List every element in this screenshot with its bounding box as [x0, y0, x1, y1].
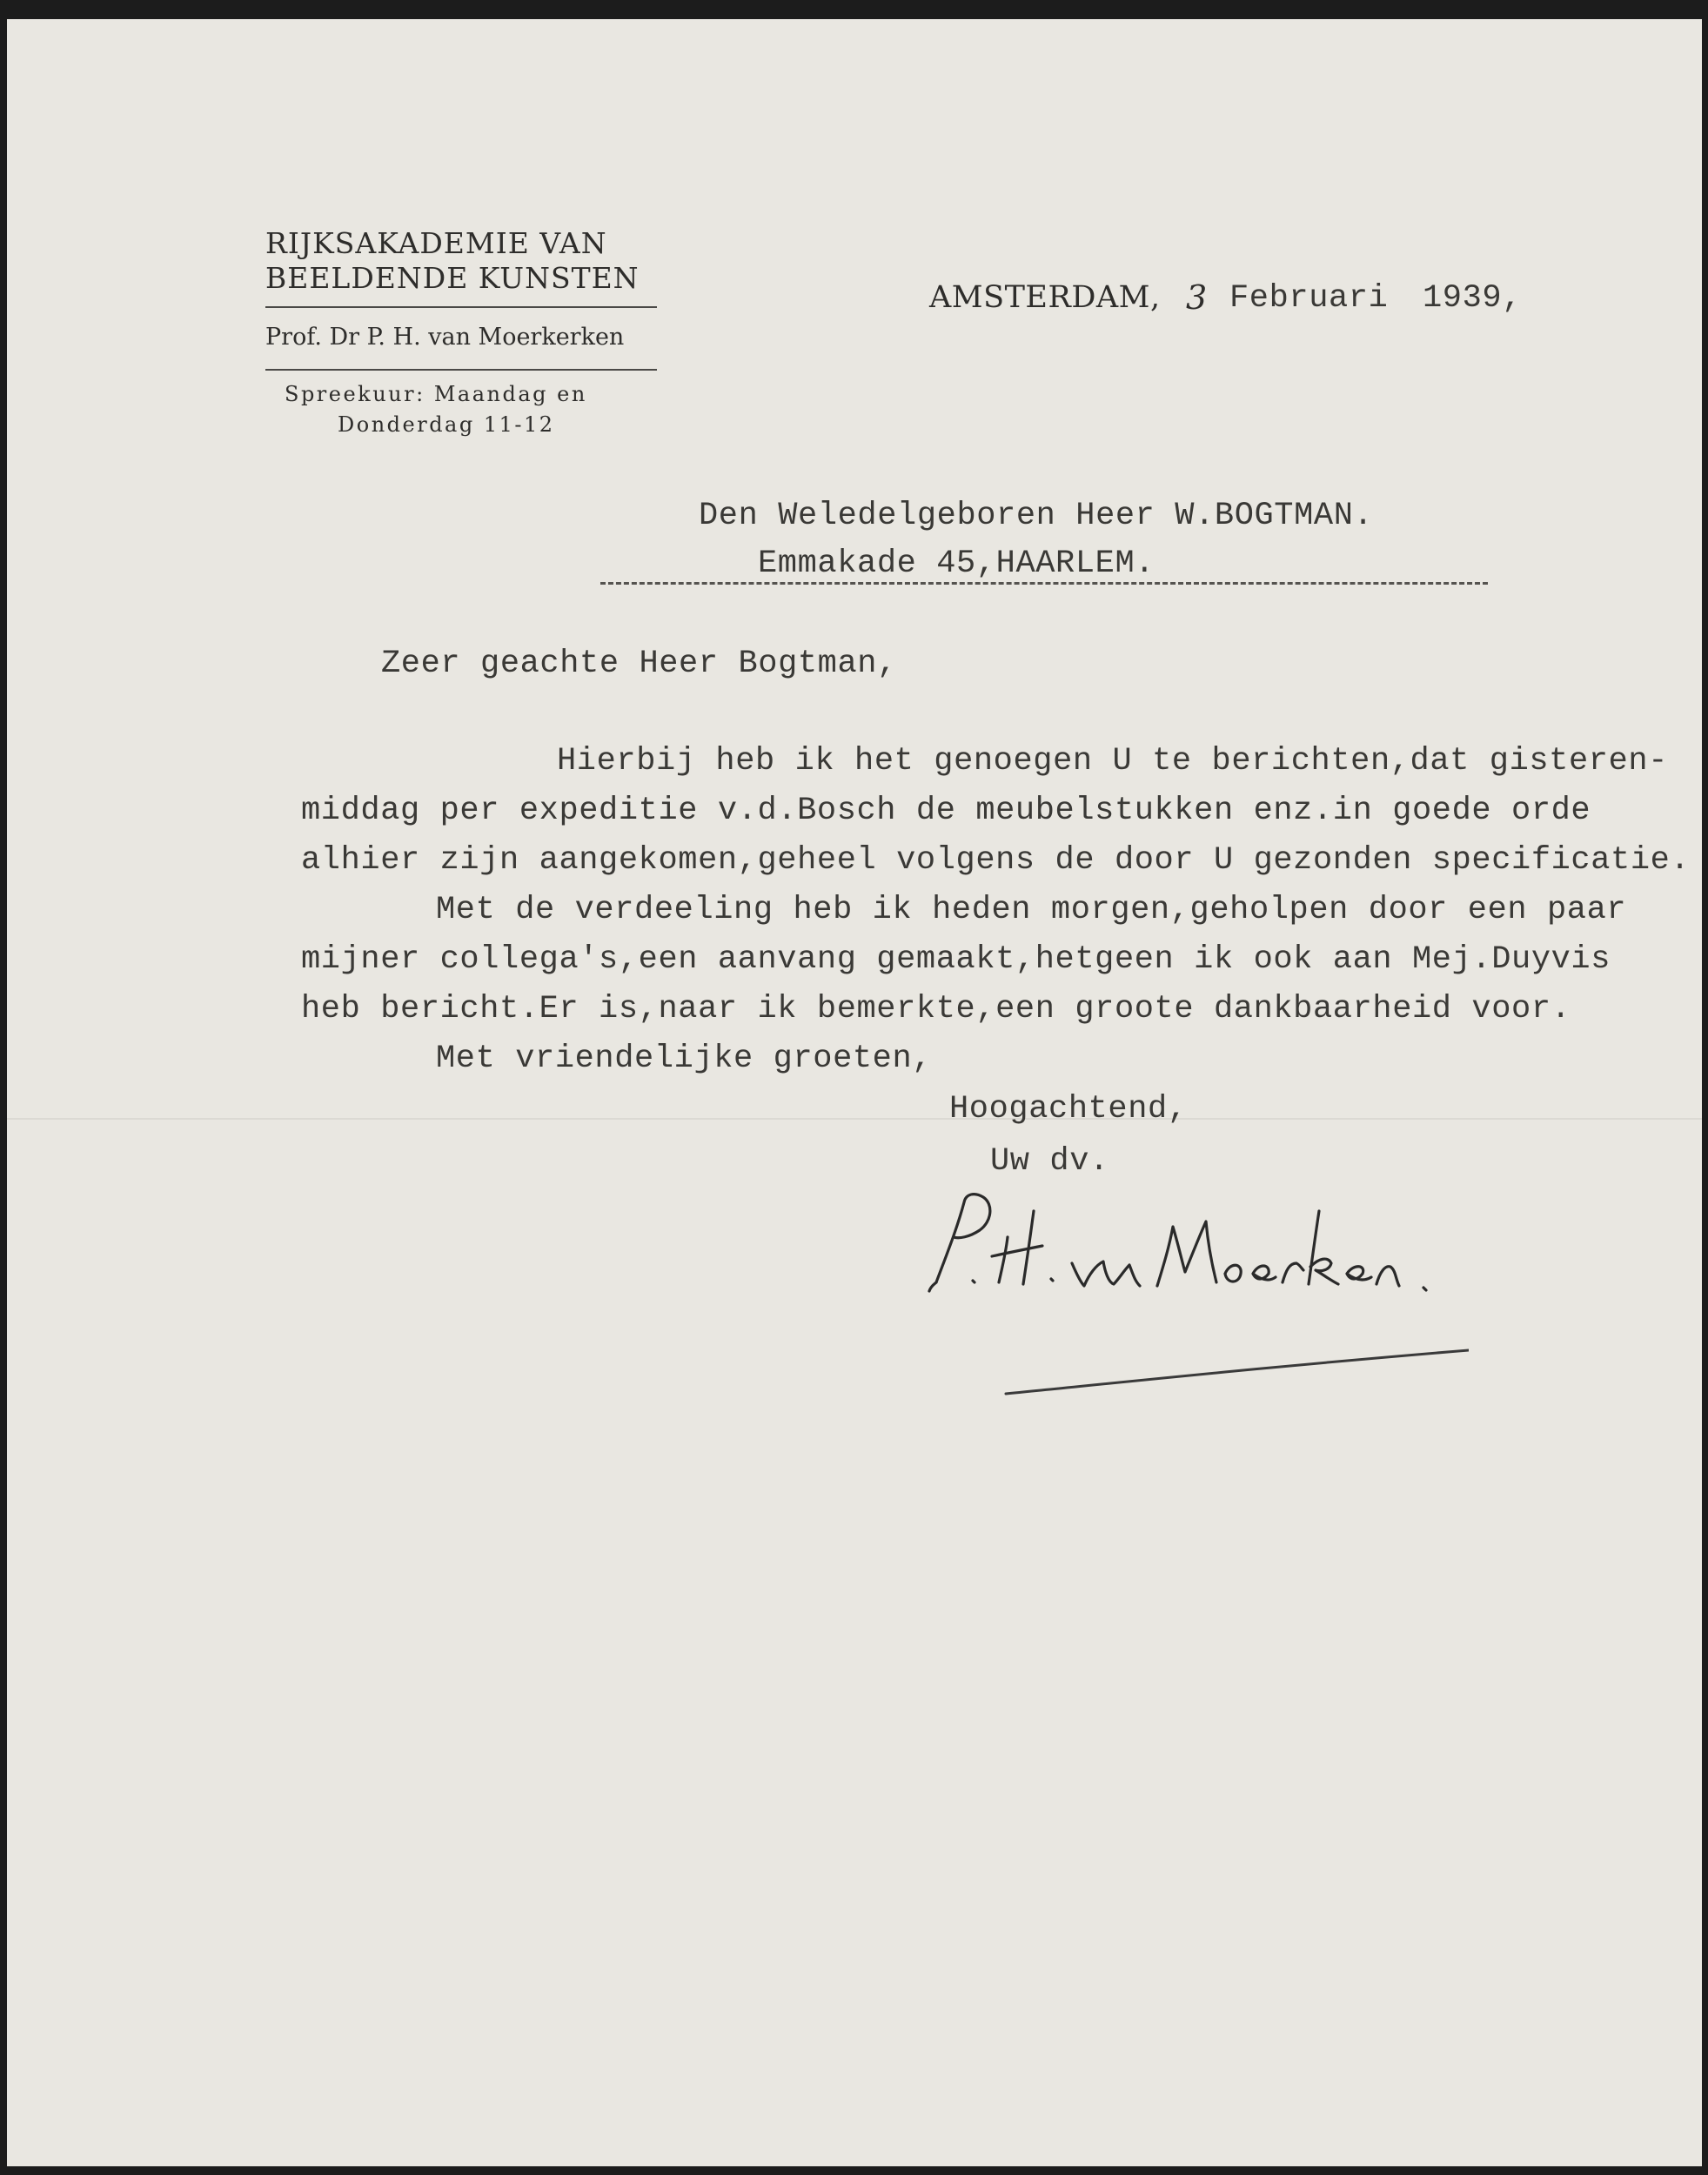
letterhead-rule-top	[265, 306, 657, 308]
paper-fold	[7, 1118, 1702, 1120]
institution-name-line2: BEELDENDE KUNSTEN	[265, 261, 640, 295]
body-line-1: Hierbij heb ik het genoegen U te berichten,dat gisteren-	[557, 743, 1669, 780]
date-city: AMSTERDAM,	[929, 280, 1161, 315]
professor-name: Prof. Dr P. H. van Moerkerken	[265, 324, 625, 351]
addressee-underline	[600, 582, 1488, 585]
body-line-6: heb bericht.Er is,naar ik bemerkte,een groote dankbaarheid voor.	[301, 991, 1571, 1027]
letterhead-rule-bottom	[265, 369, 657, 371]
addressee-line1: Den Weledelgeboren Heer W.BOGTMAN.	[699, 498, 1374, 534]
office-hours-line1: Spreekuur: Maandag en	[285, 382, 587, 406]
addressee-line2: Emmakade 45,HAARLEM.	[758, 545, 1155, 582]
closing-line2: Uw dv.	[990, 1143, 1109, 1180]
date-year: 1939,	[1423, 280, 1523, 317]
institution-name-line1: RIJKSAKADEMIE VAN	[265, 226, 607, 260]
body-line-4: Met de verdeeling heb ik heden morgen,geholpen door een paar	[436, 892, 1627, 928]
handwritten-signature	[912, 1176, 1469, 1402]
date-month: Februari	[1229, 280, 1389, 317]
body-line-7: Met vriendelijke groeten,	[436, 1041, 933, 1077]
closing-line1: Hoogachtend,	[949, 1091, 1188, 1128]
letter-page	[7, 19, 1702, 2166]
office-hours-line2: Donderdag 11-12	[338, 412, 555, 437]
body-line-5: mijner collega's,een aanvang gemaakt,hetgeen ik ook aan Mej.Duyvis	[301, 941, 1611, 978]
salutation: Zeer geachte Heer Bogtman,	[381, 646, 897, 682]
body-line-3: alhier zijn aangekomen,geheel volgens de door U gezonden specificatie.	[301, 842, 1691, 879]
date-day: 3	[1186, 278, 1208, 317]
body-line-2: middag per expeditie v.d.Bosch de meubelstukken enz.in goede orde	[301, 793, 1591, 829]
